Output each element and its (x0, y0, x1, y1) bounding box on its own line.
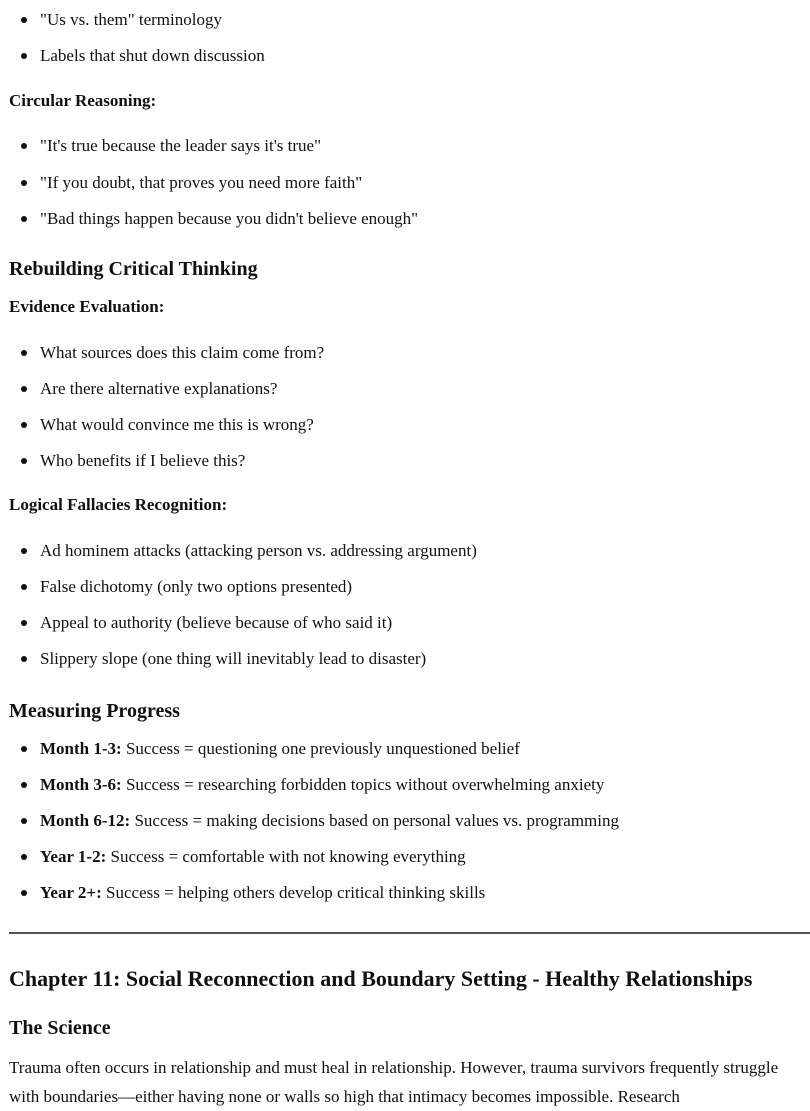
section-divider (9, 932, 810, 934)
list-item-text: Are there alternative explanations? (40, 379, 278, 398)
list-item-text: Appeal to authority (believe because of who said it) (40, 613, 393, 632)
list-item-text: What would convince me this is wrong? (40, 415, 314, 434)
list-item-text: False dichotomy (only two options presented) (40, 577, 353, 596)
bullet-icon (21, 350, 27, 356)
progress-period-label: Month 3-6: (40, 775, 122, 794)
bullet-icon (21, 584, 27, 590)
bullet-icon (21, 143, 27, 149)
bullet-icon (21, 180, 27, 186)
list-item-text: Slippery slope (one thing will inevitably lead to disaster) (40, 649, 427, 668)
progress-period-label: Year 2+: (40, 883, 102, 902)
bullet-icon (21, 656, 27, 662)
bullet-icon (21, 386, 27, 392)
list-item-text: Labels that shut down discussion (40, 46, 265, 65)
bullet-icon (21, 854, 27, 860)
list-item-text: "It's true because the leader says it's true" (40, 136, 322, 155)
progress-period-label: Month 1-3: (40, 739, 122, 758)
chapter-title: Chapter 11: Social Reconnection and Boundary Setting - Healthy Relationships (9, 966, 753, 991)
list-item-text: Who benefits if I believe this? (40, 451, 246, 470)
measuring-progress-heading: Measuring Progress (9, 700, 180, 722)
progress-description: Success = researching forbidden topics without overwhelming anxiety (121, 775, 605, 794)
bullet-icon (21, 746, 27, 752)
progress-description: Success = helping others develop critical thinking skills (101, 883, 486, 902)
body-paragraph: Trauma often occurs in relationship and must heal in relationship. However, trauma survivors frequently struggle with boundaries—either having none or walls so high that intimacy becomes impossible. Research (9, 1058, 779, 1106)
evidence-evaluation-heading: Evidence Evaluation: (9, 297, 165, 316)
progress-description: Success = questioning one previously unquestioned belief (121, 739, 520, 758)
the-science-heading: The Science (9, 1017, 111, 1039)
bullet-icon (21, 17, 27, 23)
bullet-icon (21, 548, 27, 554)
progress-description: Success = comfortable with not knowing everything (106, 847, 466, 866)
bullet-icon (21, 458, 27, 464)
progress-period-label: Month 6-12: (40, 811, 131, 830)
rebuilding-critical-thinking-heading: Rebuilding Critical Thinking (9, 258, 258, 280)
list-item-text: What sources does this claim come from? (40, 343, 325, 362)
progress-period-label: Year 1-2: (40, 847, 107, 866)
list-item-text: "If you doubt, that proves you need more faith" (40, 173, 363, 192)
list-item-text: "Us vs. them" terminology (40, 10, 222, 29)
bullet-icon (21, 620, 27, 626)
progress-description: Success = making decisions based on personal values vs. programming (130, 811, 620, 830)
bullet-icon (21, 422, 27, 428)
bullet-icon (21, 216, 27, 222)
list-item-text: "Bad things happen because you didn't believe enough" (40, 209, 419, 228)
bullet-icon (21, 818, 27, 824)
list-item-text: Ad hominem attacks (attacking person vs. addressing argument) (40, 541, 477, 560)
bullet-icon (21, 53, 27, 59)
bullet-icon (21, 890, 27, 896)
logical-fallacies-heading: Logical Fallacies Recognition: (9, 495, 228, 514)
bullet-icon (21, 782, 27, 788)
circular-reasoning-heading: Circular Reasoning: (9, 91, 157, 110)
